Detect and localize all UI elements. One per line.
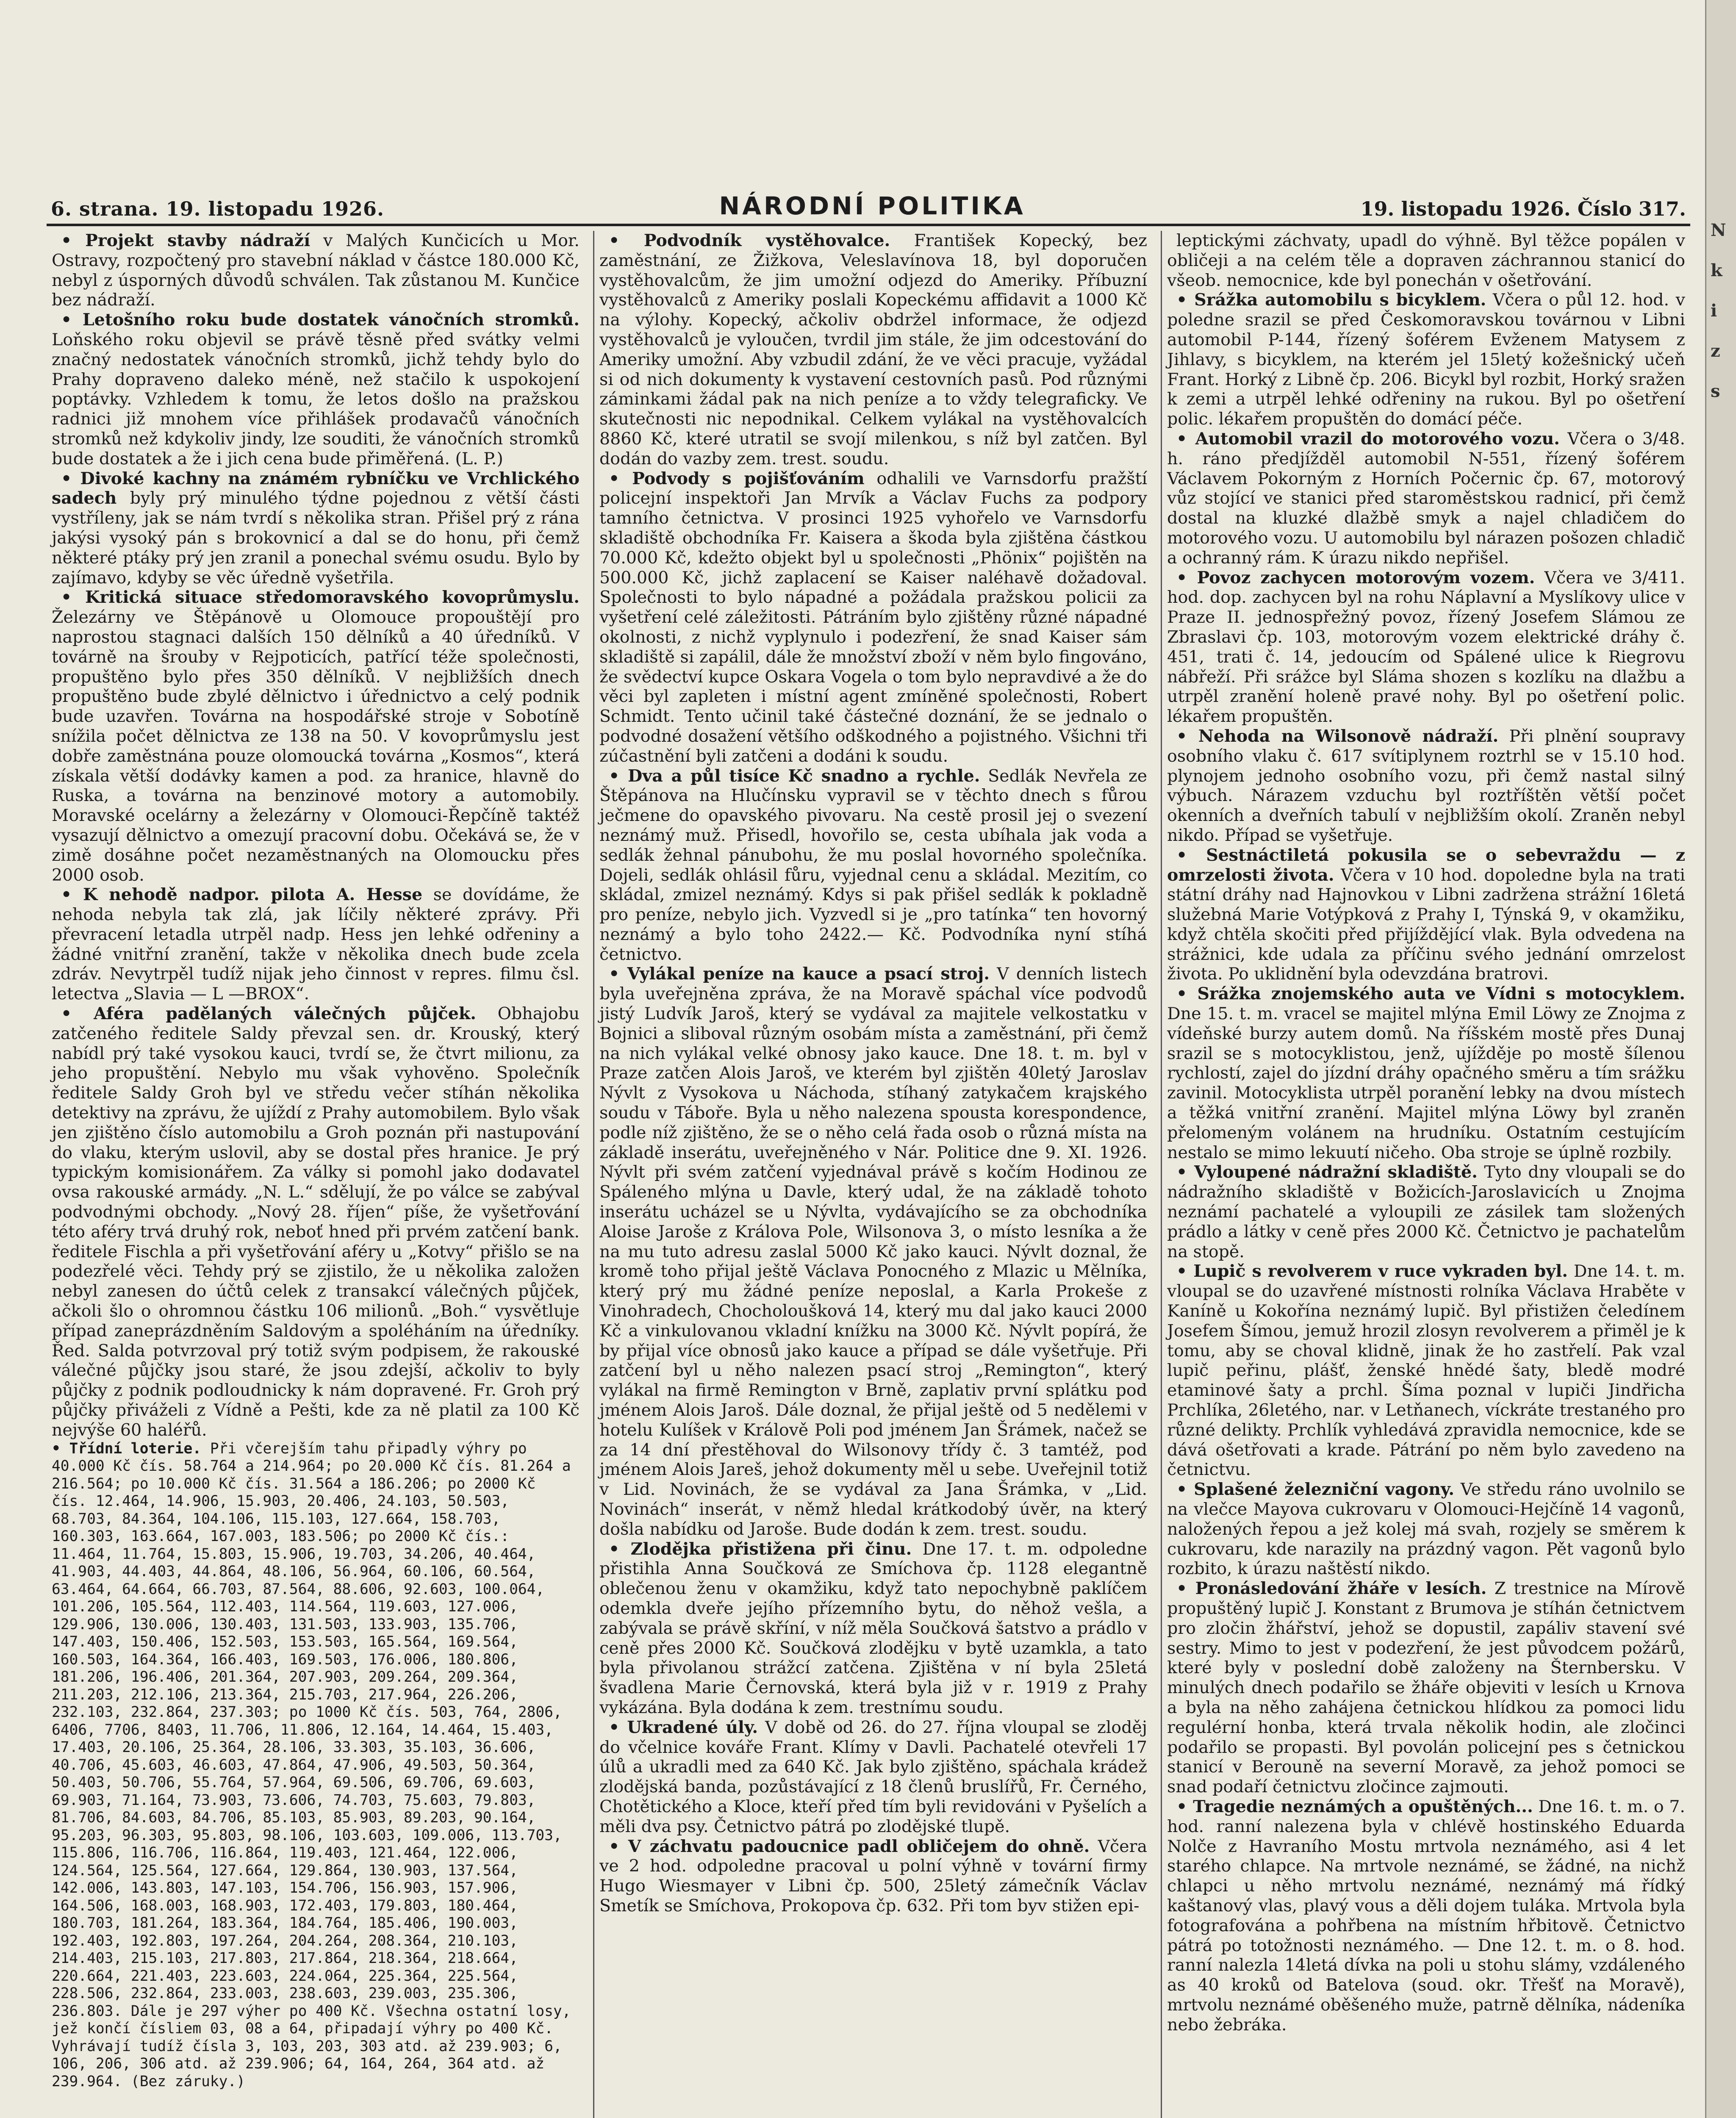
article-body: byly prý minulého týdne pojednou z větší části vystříleny, jak se nám tvrdí s několika stran. Přišel prý z rána jakýsi vysoký pán s brokovnicí a dal se do honu, při čemž některé ptáky prý jen zranil a ponechal svému osudu. Bylo by zajímavo, kdyby se věc úředně vyšetřila. — [52, 488, 580, 588]
page-header — [51, 186, 1686, 220]
column-2 — [593, 231, 1152, 2118]
article-heading: • Projekt stavby nádraží — [61, 231, 311, 250]
article-body: Dne 16. t. m. o 7. hod. ranní nalezena byla v chlévě hostinského Eduarda Nolče z Havraního Mostu mrtvola neznámého, asi 4 let starého chlapce. Na mrtvole neznámé, se žádné, na nichž chlapci u něho mrtvolu neznámé, neznámý má řídký kaštanový vlas, plavý vous a děli dojem tuláka. Mrtvola byla fotografována a pohřbena na místním hřbitově. Četnictvo pátrá po totožnosti neznámého. — Dne 12. t. m. o 8. hod. ranní nalezla 14letá dívka na poli u stohu slámy, vzdáleného as 40 kroků od Batelova (soud. okr. Třešť na Moravě), mrtvolu neznámé oběšeného muže, patrně dělníka, nádeníka nebo žebráka. — [1167, 1796, 1685, 2035]
column-3 — [1161, 231, 1690, 2118]
article-body: Obhajobu zatčeného ředitele Saldy převzal sen. dr. Krouský, který nabídl prý také vysokou kauci, tvrdí se, že čtvrt milionu, za jeho propuštění. Nebylo mu však vyhověno. Společník ředitele Saldy Groh byl ve středu večer stíhán několika detektivy na zprávu, že ujíždí z Prahy automobilem. Bylo však jen zjištěno číslo automobilu a Groh poznán při nastupování do vlaku, kterým uslovil, aby se dostal přes hranice. Je prý typickým komisionářem. Za války si pomohl jako dodavatel ovsa rakouské armády. „N. L.“ sdělují, že po válce se zabýval podvodnými obchody. „Nový 28. říjen“ píše, že vyšetřování této aféry trvá druhý rok, neboť hned při prvém zatčení bank. ředitele Fischla a při vyšetřování aféry u „Kotvy“ přišlo se na podezřelé věci. Tehdy prý se zjistilo, že u několika založen nebyl zanesen do účtů celek z transakcí válečných půjček, ačkoli šlo o ohromnou částku 106 milionů. „Boh.“ vysvětluje případ zaneprázdněním Saldovým a spoléháním na úředníky. Řed. Salda potvrzoval prý totiž svým podpisem, že rakouské válečné půjčky jsou staré, že jsou zdejší, ačkoliv to byly půjčky z podnik podloudnicky k nám dopravené. Fr. Groh prý půjčky přiváželi z Vídně a Pešti, kde za ně platil za 100 Kč nejvýše 60 haléřů. — [52, 1004, 580, 1440]
article-body: Včera ve 2 hod. odpoledne pracoval u polní výhně v tovární firmy Hugo Wiesmayer v Libni čp. 500, 25letý zámečník Václav Smetík se Smíchova, Prokopova čp. 632. Při tom byv stižen epi- — [599, 1836, 1147, 1916]
article-body: odhalili ve Varnsdorfu pražští policejní inspektoři Jan Mrvík a Václav Fuchs za podpory tamního četnictva. V prosinci 1925 vyhořelo ve Varnsdorfu skladiště obchodníka Fr. Kaisera a škoda byla zjištěna částkou 70.000 Kč, kdežto objekt byl u společnosti „Phönix“ pojištěn na 500.000 Kč, jichž zaplacení se Kaiser naléhavě dožadoval. Společnosti to bylo nápadné a požádala pražskou policii za vyšetření celé záležitosti. Pátráním bylo zjištěny různé nápadné okolnosti, z nichž vyplynulo i podezření, že snad Kaiser sám skladiště si zapálil, dále že množství zboží v něm bylo fingováno, že svědectví kupce Oskara Vogela o tom bylo nepravdivé a že do věci byl zapleten i místní agent zmíněné společnosti, Robert Schmidt. Tento učinil také částečné doznání, že se jednalo o podvodné dosažení většího odškodného a pojistného. Všichni tři zúčastnění byli zatčeni a dodáni k soudu. — [599, 469, 1147, 766]
article-heading: • Divoké kachny na známém rybníčku ve Vrchlického sadech — [52, 469, 580, 508]
article-heading: • Pronásledování žháře v lesích. — [1176, 1579, 1487, 1599]
article-paragraph — [52, 231, 580, 310]
article-paragraph — [52, 310, 580, 469]
article-body: Při včerejším tahu připadly výhry po 40.000 Kč čís. 58.764 a 214.964; po 20.000 Kč čís. 81.264 a 216.564; po 10.000 Kč čís. 31.564 a 186.206; po 2000 Kč čís. 12.464, 14.906, 15.903, 20.406, 24.103, 50.503, 68.703, 84.364, 104.106, 115.103, 127.664, 158.703, 160.303, 163.664, 167.003, 183.506; po 2000 Kč čís.: 11.464, 11.764, 15.803, 15.906, 19.703, 34.206, 40.464, 41.903, 44.403, 44.864, 48.106, 56.964, 60.106, 60.564, 63.464, 64.664, 66.703, 87.564, 88.606, 92.603, 100.064, 101.206, 105.564, 112.403, 114.564, 119.603, 127.006, 129.906, 130.006, 130.403, 131.503, 133.903, 135.706, 147.403, 150.406, 152.503, 153.503, 165.564, 169.564, 160.503, 164.364, 166.403, 169.503, 176.006, 180.806, 181.206, 196.406, 201.364, 207.903, 209.264, 209.364, 211.203, 212.106, 213.364, 215.703, 217.964, 226.206, 232.103, 232.864, 237.303; po 1000 Kč čís. 503, 764, 2806, 6406, 7706, 8403, 11.706, 11.806, 12.164, 14.464, 15.403, 17.403, 20.106, 25.364, 28.106, 33.303, 35.103, 36.606, 40.706, 45.603, 46.603, 47.864, 47.906, 49.503, 50.364, 50.403, 50.706, 55.764, 57.964, 69.506, 69.706, 69.603, 69.903, 71.164, 73.903, 73.606, 74.703, 75.603, 79.803, 81.706, 84.603, 84.706, 85.103, 85.903, 89.203, 90.164, 95.203, 96.303, 95.803, 98.106, 103.603, 109.006, 113.703, 115.806, 116.706, 116.864, 119.403, 121.464, 122.006, 124.564, 125.564, 127.664, 129.864, 130.903, 137.564, 142.006, 143.803, 147.103, 154.706, 156.903, 157.906, 164.506, 168.003, 168.903, 172.403, 179.803, 180.464, 180.703, 181.264, 183.364, 184.764, 185.406, 190.003, 192.403, 192.803, 197.264, 204.264, 208.364, 210.103, 214.403, 215.103, 217.803, 217.864, 218.364, 218.664, 220.664, 221.403, 223.603, 224.064, 225.364, 225.564, 228.506, 232.864, 233.003, 238.603, 239.003, 235.306, 236.803. Dále je 297 výher po 400 Kč. Všechna ostatní losy, jež končí čísliem 03, 08 a 64, připadají výhry po 400 Kč. Vyhrávají tudíž čísla 3, 103, 203, 303 atd. až 239.903; 6, 106, 206, 306 atd. až 239.906; 64, 164, 264, 364 atd. až 239.964. (Bez záruky.) — [52, 1440, 571, 2090]
article-paragraph — [599, 231, 1147, 469]
article-heading: • Srážka znojemského auta ve Vídni s motocyklem. — [1176, 984, 1685, 1004]
article-heading: • Automobil vrazil do motorového vozu. — [1176, 429, 1560, 449]
article-heading: • Podvodník vystěhovalce. — [609, 231, 890, 250]
edge-letter: N — [1711, 220, 1726, 240]
article-paragraph — [1167, 984, 1685, 1162]
article-heading: • Povoz zachycen motorovým vozem. — [1176, 568, 1535, 588]
article-heading: • Tragedie neznámých a opuštěných... — [1176, 1796, 1533, 1816]
article-body: Při plnění soupravy osobního vlaku č. 617 svítiplynem roztrhl se v 15.10 hod. plynojem jednoho osobního vozu, při čemž nastal silný výbuch. Nárazem vzduchu byl roztříštěn větší počet okenních a dveřních tabulí v nejbližším okolí. Zraněn nebyl nikdo. Případ se vyšetřuje. — [1167, 726, 1685, 845]
article-body: Z trestnice na Mírově propuštěný lupič J. Konstant z Brumova je stíhán četnictvem pro zločin žhářství, jehož se dopustil, zapáliv stavení své sestry. Mimo to jest v podezření, že jest původcem požárů, které byly v poslední době založeny na Šternbersku. V minulých dnech podařilo se žháře objeviti v lesích u Krnova a byla na něho zahájena četnickou hlídkou za pomoci lidu regulérní honba, která trvala několik hodin, ale zločinci podařilo se propasti. Byl povolán policejní pes s četnickou stanicí v Berouně na severní Moravě, za jehož pomoci se snad podaří četnictvu zločince zajmouti. — [1167, 1579, 1686, 1797]
header-rule — [47, 224, 1690, 226]
article-body: V denních listech byla uveřejněna zpráva, že na Moravě spáchal více podvodů jistý Ludvík Jaroš, který se vydával za majitele velkostatku v Bojnici a sliboval různým osobám místa a zaměstnání, při čemž na nich vylákal velké obnosy jako kauce. Dne 18. t. m. byl v Praze zatčen Alois Jaroš, ve kterém byl zjištěn 40letý Jaroslav Nývlt z Vysokova u Náchoda, stíhaný zatykačem krajského soudu v Táboře. Byla u něho nalezena spousta korespondence, podle níž zjištěno, že se o něho celá řada osob o různá místa na základě inserátu, uveřejněného v Nár. Politice dne 9. XI. 1926. Nývlt při svém zatčení vyjednával právě s kočím Hodinou ze Spáleného mlýna u Davle, který udal, že na základě tohoto inserátu ucházel se u Nývlta, vydávajícího se za obchodníka Aloise Jaroše z Králova Pole, Wilsonova 3, o místo lesníka a že na mu tuto adresu zaslal 5000 Kč jako kauci. Nývlt doznal, že kromě toho přijal ještě Václava Ponocného z Mlazic u Mělníka, který prý mu žádné peníze neposlal, a Karla Prokeše z Vinohradech, Chocholoušková 14, který mu dal jako kauci 2000 Kč a vinkulovanou vkladní knížku na 3000 Kč. Nývlt popírá, že by přijal více obnosů jako kauce a případ se dále vyšetřuje. Při zatčení byl u něho nalezen psací stroj „Remington“, který vylákal na firmě Remington v Brně, zaplativ první splátku pod jménem Alois Jaroš. Dále doznal, že přijal ještě od 5 nedělemi v hotelu Kulíšek v Králově Poli pod jménem Jan Šrámek, načež se za 14 dní přestěhoval do Wilsonovy třídy č. 3 tamtéž, pod jménem Alois Jareš, jehož dokumenty měl u sebe. Uveřejnil totiž v Lid. Novinách, že se vydával za Jana Šrámka, v „Lid. Novinách“ inserát, v němž hledal krátkodobý úvěr, na který došla nabídku od Jaroše. Bude dodán k zem. trest. soudu. — [599, 964, 1148, 1539]
article-paragraph — [1167, 1579, 1685, 1797]
article-paragraph — [599, 964, 1147, 1539]
adjacent-page-edge — [1705, 0, 1736, 2118]
article-heading: • Aféra padělaných válečných půjček. — [61, 1004, 476, 1024]
article-body: V době od 26. do 27. října vloupal se zloděj do včelnice kováře Frant. Klímy v Davli. Pachatelé otevřeli 17 úlů a ukradli med za 640 Kč. Jak bylo zjištěno, spáchala krádež zlodějská banda, pozůstávající z 18 členů bruslířů, Fr. Černého, Chotětického a Kloce, kteří před tím byli revidováni v Pyšelích a měli dva psy. Četnictvo pátrá po zlodějské tlupě. — [599, 1717, 1147, 1836]
article-heading: • Srážka automobilu s bicyklem. — [1176, 290, 1486, 310]
article-heading: • V záchvatu padoucnice padl obličejem do ohně. — [609, 1836, 1090, 1856]
article-body: Včera v 10 hod. dopoledne byla na trati státní dráhy nad Hajnovkou v Libni zadržena strážní 16letá služebná Marie Votýpková z Prahy I, Týnská 9, v okamžiku, když chtěla skočiti před přijíždějící vlak. Byla odvedena na strážnici, kde udala za příčinu svého jednání omrzelost života. Po uklidnění byla odevzdána bratrovi. — [1167, 865, 1685, 984]
article-paragraph — [1167, 231, 1685, 290]
article-paragraph — [1167, 1797, 1685, 2035]
article-paragraph — [52, 588, 580, 885]
article-body: Ve středu ráno uvolnilo se na vlečce Mayova cukrovaru v Olomouci-Hejčíně 14 vagonů, naložených řepou a jež kolej má svah, rozjely se směrem k cukrovaru, kde narazily na prázdný vagon. Pět vagonů bylo rozbito, k úrazu naštěstí nikdo. — [1167, 1480, 1686, 1579]
article-body: se dovídáme, že nehoda nebyla tak zlá, jak líčily některé zprávy. Při převracení letadla utrpěl nadp. Hess jen lehké odřeniny a žádné vnitřní zranění, takže v několika dnech bude zcela zdráv. Nevytrpěl tudíž nijak jeho činnost v repres. filmu čsl. letectva „Slavia — L —BROX“. — [52, 885, 580, 1004]
article-body: Včera ve 3/411. hod. dop. zachycen byl na rohu Náplavní a Myslíkovy ulice v Praze II. jednospřežný povoz, řízený Josefem Slámou ze Zbraslavi čp. 103, motorovým vozem elektrické dráhy č. 451, trati č. 14, jedoucím od Spálené ulice k Riegrovu nábřeží. Při srážce byl Sláma shozen s kozlíku na dlažbu a utrpěl zranění holeně pravé nohy. Byl po ošetření polic. lékařem propuštěn. — [1167, 568, 1685, 726]
article-paragraph — [599, 1718, 1147, 1837]
article-heading: • Kritická situace středomoravského kovoprůmyslu. — [61, 588, 580, 607]
article-body: Dne 14. t. m. vloupal se do uzavřené místnosti rolníka Václava Hraběte v Kaníně u Kokořína neznámý lupič. Byl přistižen čeledínem Josefem Šímou, jemuž hrozil zlosyn revolverem a přiměl je k tomu, aby se choval klidně, jinak že ho zastřelí. Pak vzal lupič peřinu, plášť, ženské hnědé šaty, bledě modré etaminové šaty a prchl. Šíma poznal v lupiči Jindřicha Prchlíka, 26letého, nar. v Letňanech, víckráte trestaného pro různé delikty. Prchlík vyhledává zpravidla nemocnice, kde se dává ošetřovati a krade. Pátrání po něm bylo zavedeno na četnictvu. — [1167, 1261, 1685, 1480]
article-body: Sedlák Nevřela ze Štěpánova na Hlučínsku vypravil se v těchto dnech s fůrou ječmene do opavského pivovaru. Na cestě prosil jej o svezení neznámý muž. Přisedl, hovořilo se, cesta ubíhala jak voda a sedlák žehnal pánubohu, že mu poslal hovorného společníka. Dojeli, sedlák ohlásil fůru, vyjednal cenu a skládal. Mezitím, co skládal, zmizel neznámý. Kdys si pak přišel sedlák k pokladně pro peníze, nebylo jich. Vyzvedl si je „pro tatínka“ ten hovorný neznámý a bylo toho 2422.— Kč. Podvodníka nyní stíhá četnictvo. — [599, 766, 1148, 964]
article-columns — [47, 231, 1690, 2118]
article-body: František Kopecký, bez zaměstnání, ze Žižkova, Veleslavínova 18, byl doporučen vystěhovalcům, že jim umožní odjezd do Ameriky. Příbuzní vystěhovalců z Ameriky poslali Kopeckému affidavit a 1000 Kč na výlohy. Kopecký, ačkoliv obdržel informace, že odjezd vystěhovalců je vyloučen, tvrdil jim stále, že jim odcestování do Ameriky umožní. Aby vzbudil zdání, že ve věci pracuje, vyžádal si od nich dokumenty k vystavení cestovních pasů. Pod různými záminkami žádal pak na nich peníze a to vždy telegraficky. Ve skutečnosti nic nepodnikal. Celkem vylákal na vystěhovalcích 8860 Kč, které utratil se svojí milenkou, s níž byl zatčen. Byl dodán do vazby zem. trest. soudu. — [599, 231, 1147, 469]
article-heading: • Sestnáctiletá pokusila se o sebevraždu — z omrzelosti života. — [1167, 845, 1685, 885]
article-paragraph — [599, 469, 1147, 766]
article-paragraph — [52, 469, 580, 588]
article-heading: • K nehodě nadpor. pilota A. Hesse — [61, 885, 423, 905]
article-body: Železárny ve Štěpánově u Olomouce propouštějí pro naprostou stagnaci dalších 150 dělníků a 40 úředníků. V továrně na šrouby v Rejpoticích, patřící téže společnosti, propuštěno bylo přes 350 dělníků. V nejbližších dnech propuštěno bude zbylé dělnictvo i úřednictvo a celý podnik bude uzavřen. Továrna na hospodářské stroje v Sobotíně snížila počet dělnictva ze 138 na 50. V kovoprůmyslu jest dobře zaměstnána pouze olomoucká továrna „Kosmos“, která získala větší dodávky kamen a pod. za hranice, hlavně do Ruska, a továrna na benzinové motory a automobily. Moravské ocelárny a železárny v Olomouci-Řepčíně taktéž vysazují dělnictvo a omezují pracovní dobu. Očekává se, že v zimě dosáhne počet nezaměstnaných na Olomoucku přes 2000 osob. — [52, 607, 580, 885]
article-heading: • Vylákal peníze na kauce a psací stroj. — [609, 964, 990, 984]
article-heading: • Třídní loterie. — [52, 1440, 202, 1457]
article-heading: • Ukradené úly. — [609, 1717, 758, 1737]
article-body: Dne 15. t. m. vracel se majitel mlýna Emil Löwy ze Znojma z vídeňské burzy autem domů. Na říšském mostě přes Dunaj srazil se s motocyklistou, jenž, ujížděje po mostě šílenou rychlostí, zajel do jízdní dráhy opačného směru a tím srážku zavinil. Motocyklista utrpěl poranění lebky na dvou místech a těžká vnitřní zranění. Majitel mlýna Löwy byl zraněn přelomeným volánem na hrudníku. Ostatním cestujícím nestalo se mimo lekuutí ničeho. Oba stroje se úplně rozbily. — [1167, 1004, 1685, 1162]
article-heading: • Letošního roku bude dostatek vánočních stromků. — [61, 310, 580, 330]
article-paragraph — [1167, 846, 1685, 984]
masthead-title: NÁRODNÍ POLITIKA — [719, 191, 1026, 220]
column-1 — [47, 231, 585, 2118]
edge-letter: i — [1711, 301, 1717, 321]
article-paragraph — [599, 1837, 1147, 1916]
edge-letter: k — [1711, 261, 1722, 280]
article-paragraph — [1167, 429, 1685, 568]
header-page-date-left: 6. strana. 19. listopadu 1926. — [51, 197, 384, 220]
article-paragraph — [599, 1539, 1147, 1718]
article-heading: • Lupič s revolverem v ruce vykraden byl. — [1176, 1261, 1568, 1281]
article-paragraph — [52, 885, 580, 1004]
article-paragraph — [1167, 1162, 1685, 1261]
article-body: v Malých Kunčicích u Mor. Ostravy, rozpočtený pro stavební náklad v částce 180.000 Kč, nebyl z úsporných důvodů schválen. Tak zůstanou M. Kunčice bez nádraží. — [52, 231, 580, 310]
article-heading: • Vyloupené nádražní skladiště. — [1176, 1162, 1478, 1182]
article-heading: • Nehoda na Wilsonově nádraží. — [1176, 726, 1499, 746]
article-body: Loňského roku objevil se právě těsně před svátky velmi značný nedostatek vánočních stromků, jichž tehdy bylo do Prahy dopraveno daleko méně, než stačilo k uspokojení poptávky. Vzhledem k tomu, že letos došlo na pražskou radnici již mnohem více přihlášek prodavačů vánočních stromků než kdykoliv jindy, lze souditi, že vánočních stromků bude dostatek a že i jich cena bude přiměřená. (L. P.) — [52, 330, 580, 469]
article-body: Včera o 3/48. h. ráno předjížděl automobil N-551, řízený šoférem Václavem Pokorným z Horních Počernic čp. 67, motorový vůz stojící ve stanici před staroměstskou radnicí, při čemž dostal na kluzké dlažbě smyk a najel chladičem do motorového vozu. U automobilu byl nárazen pošozen chladič a ochranný rám. K úrazu nikdo nepřišel. — [1167, 429, 1685, 568]
article-body: Dne 17. t. m. odpoledne přistihla Anna Součková ze Smíchova čp. 1128 elegantně oblečenou ženu v okamžiku, když tato nepochybně paklíčem odemkla dveře jejího přízemního bytu, do něhož vešla, a zabývala se právě skříní, v níž měla Součková šatstvo a prádlo v ceně přes 2000 Kč. Součková zlodějku v bytě uzamkla, a tato byla přivolanou strážcí zatčena. Zjištěna v ní byla 25letá švadlena Marie Černovská, která byla již v r. 1919 z Prahy vykázána. Byla dodána k zem. trestnímu soudu. — [599, 1539, 1147, 1717]
article-paragraph — [1167, 290, 1685, 429]
article-paragraph — [599, 766, 1147, 965]
article-heading: • Dva a půl tisíce Kč snadno a rychle. — [609, 766, 980, 786]
edge-letter: s — [1711, 381, 1720, 401]
article-body: Včera o půl 12. hod. v poledne srazil se před Českomoravskou továrnou v Libni automobil P-144, řízený šoférem Evženem Matysem z Jihlavy, s bicyklem, na kterém jel 15letý kožešnický učeň Frant. Horký z Libně čp. 206. Bicykl byl rozbit, Horký sražen k zemi a utrpěl lehké odřeniny na rukou. Byl po ošetření polic. lékařem propuštěn do domácí péče. — [1167, 290, 1685, 429]
article-paragraph — [1167, 568, 1685, 726]
article-paragraph — [52, 1004, 580, 1440]
article-heading: • Podvody s pojišťováním — [609, 469, 865, 488]
article-heading: • Splašené železniční vagony. — [1176, 1480, 1455, 1500]
article-paragraph — [1167, 726, 1685, 846]
article-paragraph — [1167, 1261, 1685, 1480]
article-body: Tyto dny vloupali se do nádražního skladiště v Božicích-Jaroslavicích u Znojma neznámí pachatelé a vyloupili ze zásilek tam složených prádlo a látky v ceně přes 2000 Kč. Četnictvo je pachatelům na stopě. — [1167, 1162, 1686, 1261]
article-paragraph — [52, 1440, 580, 2091]
article-paragraph — [1167, 1480, 1685, 1579]
article-body: leptickými záchvaty, upadl do výhně. Byl těžce popálen v obličeji a na celém těle a dopraven záchrannou stanicí do všeob. nemocnice, kde byl ponechán v ošetřování. — [1167, 231, 1685, 290]
header-date-issue-right: 19. listopadu 1926. Číslo 317. — [1360, 197, 1686, 220]
article-heading: • Zlodějka přistižena při činu. — [609, 1539, 912, 1559]
edge-letter: z — [1711, 341, 1720, 361]
